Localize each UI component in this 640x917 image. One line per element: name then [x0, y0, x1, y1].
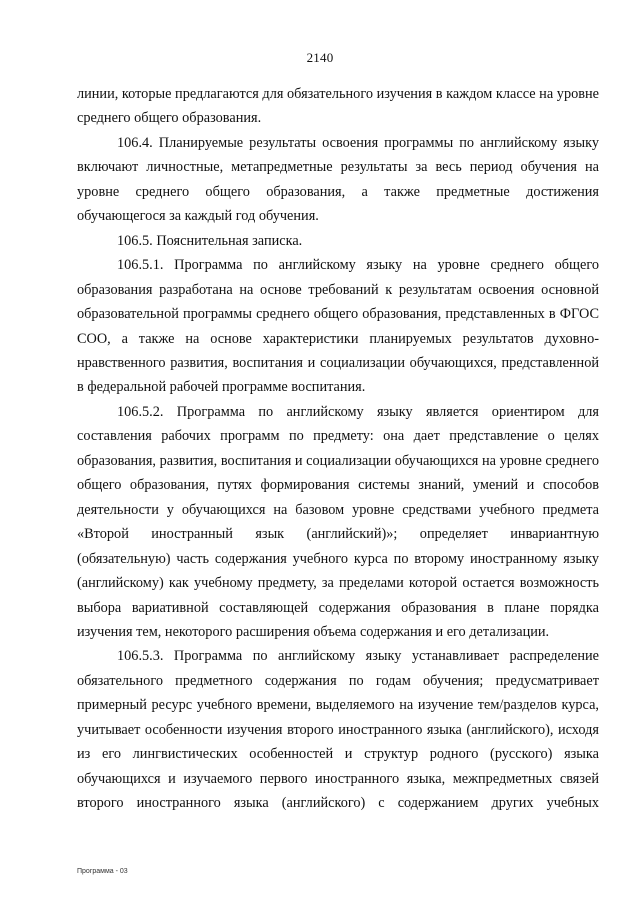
- paragraph-continuation: линии, которые предлагаются для обязательного изучения в каждом классе на уровне среднего общего образования.: [77, 86, 599, 127]
- paragraph-106-5-1: 106.5.1. Программа по английскому языку на уровне среднего общего образования разработана на основе требований к результатам освоения основной образовательной программы среднего общего образования, представленных в ФГОС СОО, а также на основе характеристики планируемых результатов духовно-нравственного развития, воспитания и социализации обучающихся, представленной в федеральной рабочей программе воспитания.: [77, 257, 599, 396]
- paragraph-106-4: 106.4. Планируемые результаты освоения программы по английскому языку включают личностные, метапредметные результаты за весь период обучения на уровне среднего общего образования, а также предметные достижения обучающегося за каждый год обучения.: [77, 134, 599, 225]
- paragraph-106-5-2: 106.5.2. Программа по английскому языку является ориентиром для составления рабочих программ по предмету: она дает представление о целях образования, развития, воспитания и социализации обучающихся на уровне среднего общего образования, путях формирования системы знаний, умений и способов деятельности у обучающихся на базовом уровне средствами учебного предмета «Второй иностранный язык (английский)»; определяет инвариантную (обязательную) часть содержания учебного курса по второму иностранному языку (английскому) как учебному предмету, за пределами которой остается возможность выбора вариативной составляющей содержания образования в плане порядка изучения тем, некоторого расширения объема содержания и его детализации.: [77, 403, 599, 640]
- page-number: 2140: [306, 50, 334, 65]
- footer-label: Программа - 03: [77, 868, 128, 875]
- document-body: [77, 82, 599, 816]
- paragraph-106-5: 106.5. Пояснительная записка.: [117, 232, 303, 249]
- paragraph-106-5-3: 106.5.3. Программа по английскому языку устанавливает распределение обязательного предметного содержания по годам обучения; предусматривает примерный ресурс учебного времени, выделяемого на изучение тем/разделов курса, учитывает особенности изучения второго иностранного языка (английского), исходя из его лингвистических особенностей и структур родного (русского) языка обучающихся и изучаемого первого иностранного языка, межпредметных связей второго иностранного языка (английского) с содержанием других учебных: [77, 648, 599, 812]
